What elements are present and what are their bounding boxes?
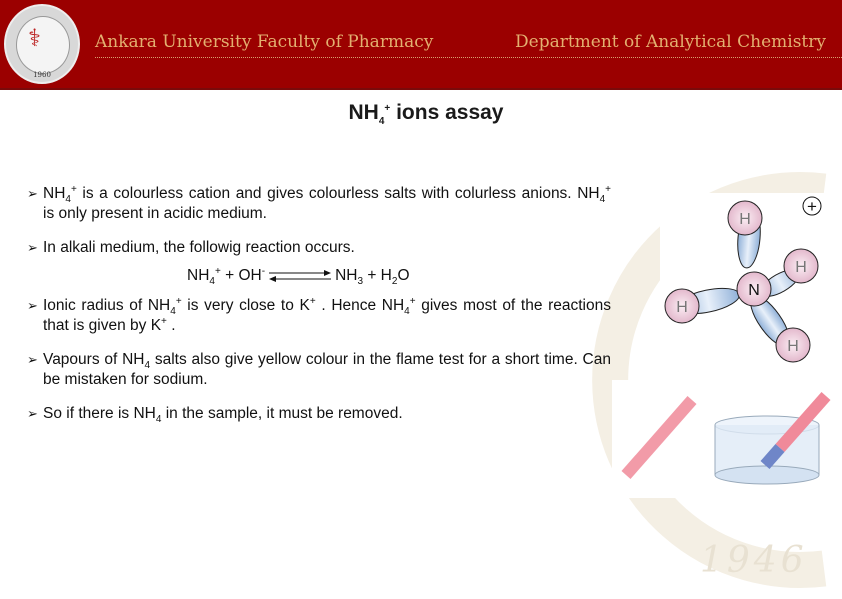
department-name: Department of Analytical Chemistry xyxy=(515,32,826,52)
text-segment: Ionic radius of NH xyxy=(43,297,171,314)
reaction-equation xyxy=(27,266,611,286)
arrow-bullet-icon: ➢ xyxy=(27,298,38,313)
text-segment: . xyxy=(166,317,176,334)
text-segment: 4 xyxy=(155,414,162,426)
text-segment: + xyxy=(409,295,416,307)
ammonium-ion-diagram xyxy=(660,193,826,363)
hydrogen-label: H xyxy=(676,299,688,316)
text-segment: - xyxy=(261,265,266,277)
text-segment: gives most of the reactions that is given by K xyxy=(43,297,611,334)
university-name: Ankara University Faculty of Pharmacy xyxy=(95,32,434,52)
hydrogen-label: H xyxy=(795,259,807,276)
hydrogen-label: H xyxy=(739,211,751,228)
nitrogen-label: N xyxy=(748,282,760,299)
text-segment: + H xyxy=(363,267,392,284)
text-segment: 4 xyxy=(144,360,151,372)
arrow-bullet-icon: ➢ xyxy=(27,406,38,421)
text-segment: NH xyxy=(43,185,66,202)
text-segment: So if there is NH xyxy=(43,405,156,422)
text-segment: 4 xyxy=(209,276,215,288)
charge-label: + xyxy=(807,197,817,216)
text-segment: + xyxy=(214,265,221,277)
bullet-list xyxy=(27,184,611,438)
text-segment: + xyxy=(70,183,77,195)
text-segment: O xyxy=(397,267,410,284)
slide-title: $NH_4^+$ ions assay xyxy=(348,101,504,128)
text-segment: + xyxy=(161,315,167,327)
text-segment: 4 xyxy=(65,194,71,206)
text-segment: is only present in acidic medium. xyxy=(43,205,267,222)
text-segment: is very close to K xyxy=(181,297,310,314)
arrow-bullet-icon: ➢ xyxy=(27,240,38,255)
bullet-item xyxy=(27,238,611,258)
text-segment: 4 xyxy=(599,194,606,206)
text-segment: . Hence NH xyxy=(315,297,405,314)
text-segment: salts also give yellow colour in the flame test for a short time. Can be mistaken for sodium. xyxy=(43,351,611,388)
caduceus-icon: ⚕ xyxy=(28,24,41,52)
text-segment: + OH xyxy=(220,267,262,284)
logo-year: 1960 xyxy=(33,71,51,79)
text-segment: in the sample, it must be removed. xyxy=(161,405,403,422)
text-segment: 4 xyxy=(170,306,176,318)
bullet-item xyxy=(27,296,611,336)
arrow-bullet-icon: ➢ xyxy=(27,186,38,201)
text-segment: Vapours of NH xyxy=(43,351,145,368)
text-segment: 2 xyxy=(391,276,398,288)
arrow-bullet-icon: ➢ xyxy=(27,352,38,367)
bullet-item xyxy=(27,350,611,390)
equilibrium-arrow-icon xyxy=(267,269,333,283)
text-segment: NH xyxy=(187,267,210,284)
bullet-item xyxy=(27,404,611,424)
text-segment: NH xyxy=(335,267,358,284)
text-segment: 4 xyxy=(404,306,410,318)
hydrogen-label: H xyxy=(787,338,799,355)
slide-header xyxy=(0,0,842,90)
university-logo xyxy=(4,4,80,84)
watermark-year: 1946 xyxy=(700,540,808,581)
text-segment: + xyxy=(309,295,316,307)
bullet-item xyxy=(27,184,611,224)
text-segment: + xyxy=(605,183,611,195)
text-segment: is a colourless cation and gives colourless salts with colurless anions. NH xyxy=(76,185,600,202)
header-divider xyxy=(95,57,842,58)
litmus-test-illustration xyxy=(612,380,837,498)
text-segment: + xyxy=(175,295,182,307)
text-segment: In alkali medium, the followig reaction occurs. xyxy=(43,239,355,256)
text-segment: 3 xyxy=(357,276,364,288)
